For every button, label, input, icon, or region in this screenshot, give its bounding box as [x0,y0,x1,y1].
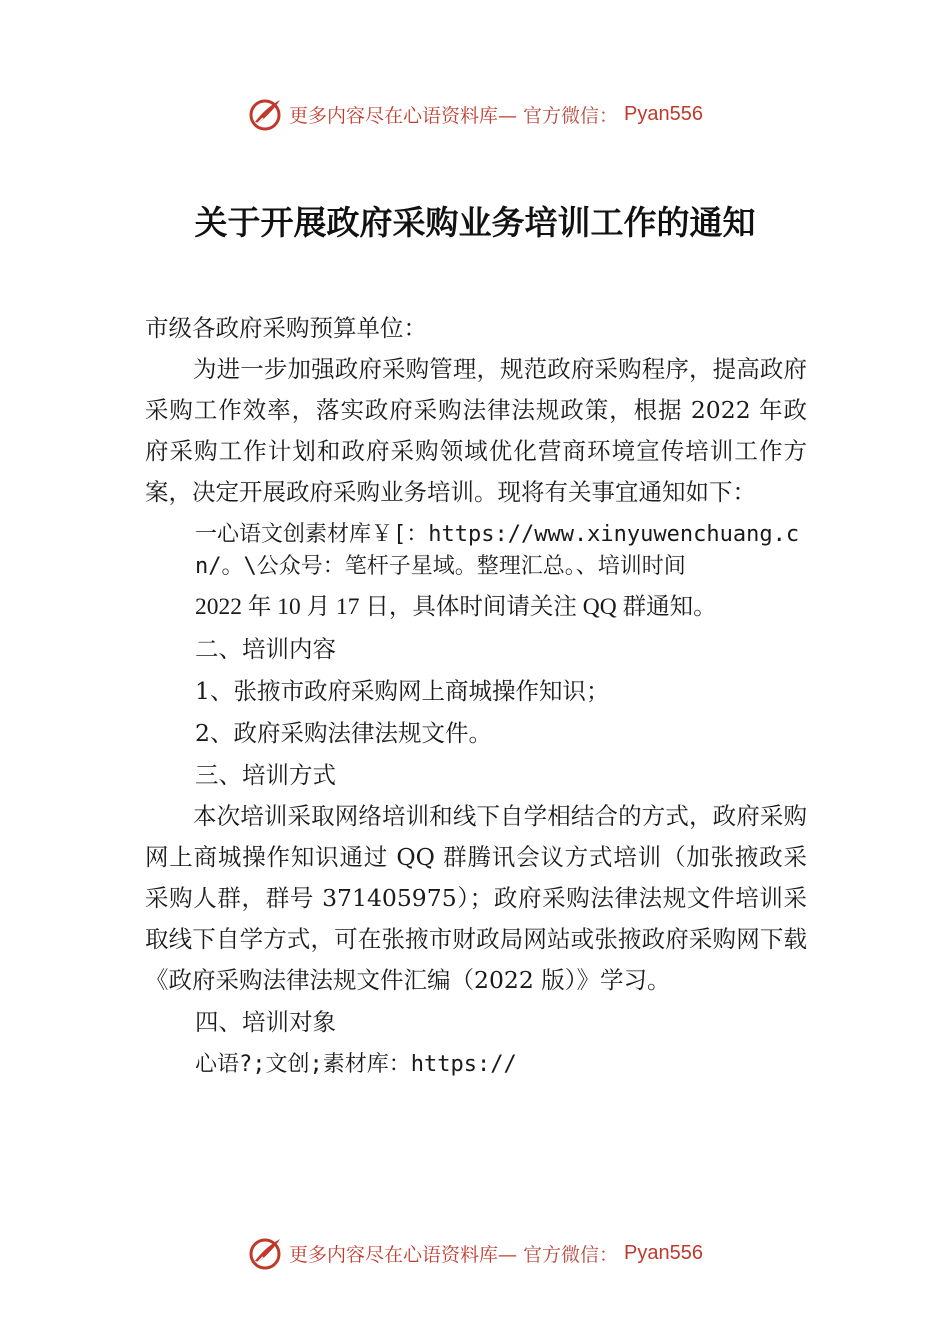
section3-body: 本次培训采取网络培训和线下自学相结合的方式，政府采购网上商城操作知识通过 QQ 群腾讯会议方式培训（加张掖政采采购人群，群号 371405975）；政府采购法律法规文件培训采取线下自学方式，可在张掖市财政局网站或张掖政府采购网下载《政府采购法律法规文件汇编（2022 版）》学习。 [145,802,807,994]
document-body [145,308,807,1085]
banner-wechat-id: Pyan556 [624,102,703,125]
banner-wechat-label: 官方微信： [523,104,619,127]
section3-heading: 三、培训方式 [195,761,336,789]
intro-paragraph: 为进一步加强政府采购管理，规范政府采购程序，提高政府采购工作效率，落实政府采购法律法规政策，根据 2022 年政府采购工作计划和政府采购领域优化营商环境宣传培训工作方案，决定开展政府采购业务培训。现将有关事宜通知如下： [145,355,807,506]
quill-logo-icon [247,1235,283,1271]
section4-heading: 四、培训对象 [195,1008,336,1036]
banner-wechat-label: 官方微信： [523,1243,619,1266]
footer-banner [0,1233,950,1273]
banner-text: 更多内容尽在心语资料库— [289,104,518,127]
quill-logo-icon [247,96,283,132]
document-title: 关于开展政府采购业务培训工作的通知 [194,203,756,242]
section2-item-1: 1、张掖市政府采购网上商城操作知识； [195,677,610,705]
watermark-line-1: 一心语文创素材库￥[：https://www.xinyuwenchuang.cn/。\公众号：笔杆子星域。整理汇总。、培训时间 [195,522,800,579]
banner-wechat-id: Pyan556 [624,1241,703,1264]
watermark-line-2: 心语?;文创;素材库：https:// [195,1052,517,1077]
training-date: 2022 年 10 月 17 日，具体时间请关注 QQ 群通知。 [195,594,717,620]
banner-text: 更多内容尽在心语资料库— [289,1243,518,1266]
section2-heading: 二、培训内容 [195,635,336,663]
salutation: 市级各政府采购预算单位： [145,314,427,342]
section2-item-2: 2、政府采购法律法规文件。 [195,719,492,747]
header-banner [0,94,950,134]
